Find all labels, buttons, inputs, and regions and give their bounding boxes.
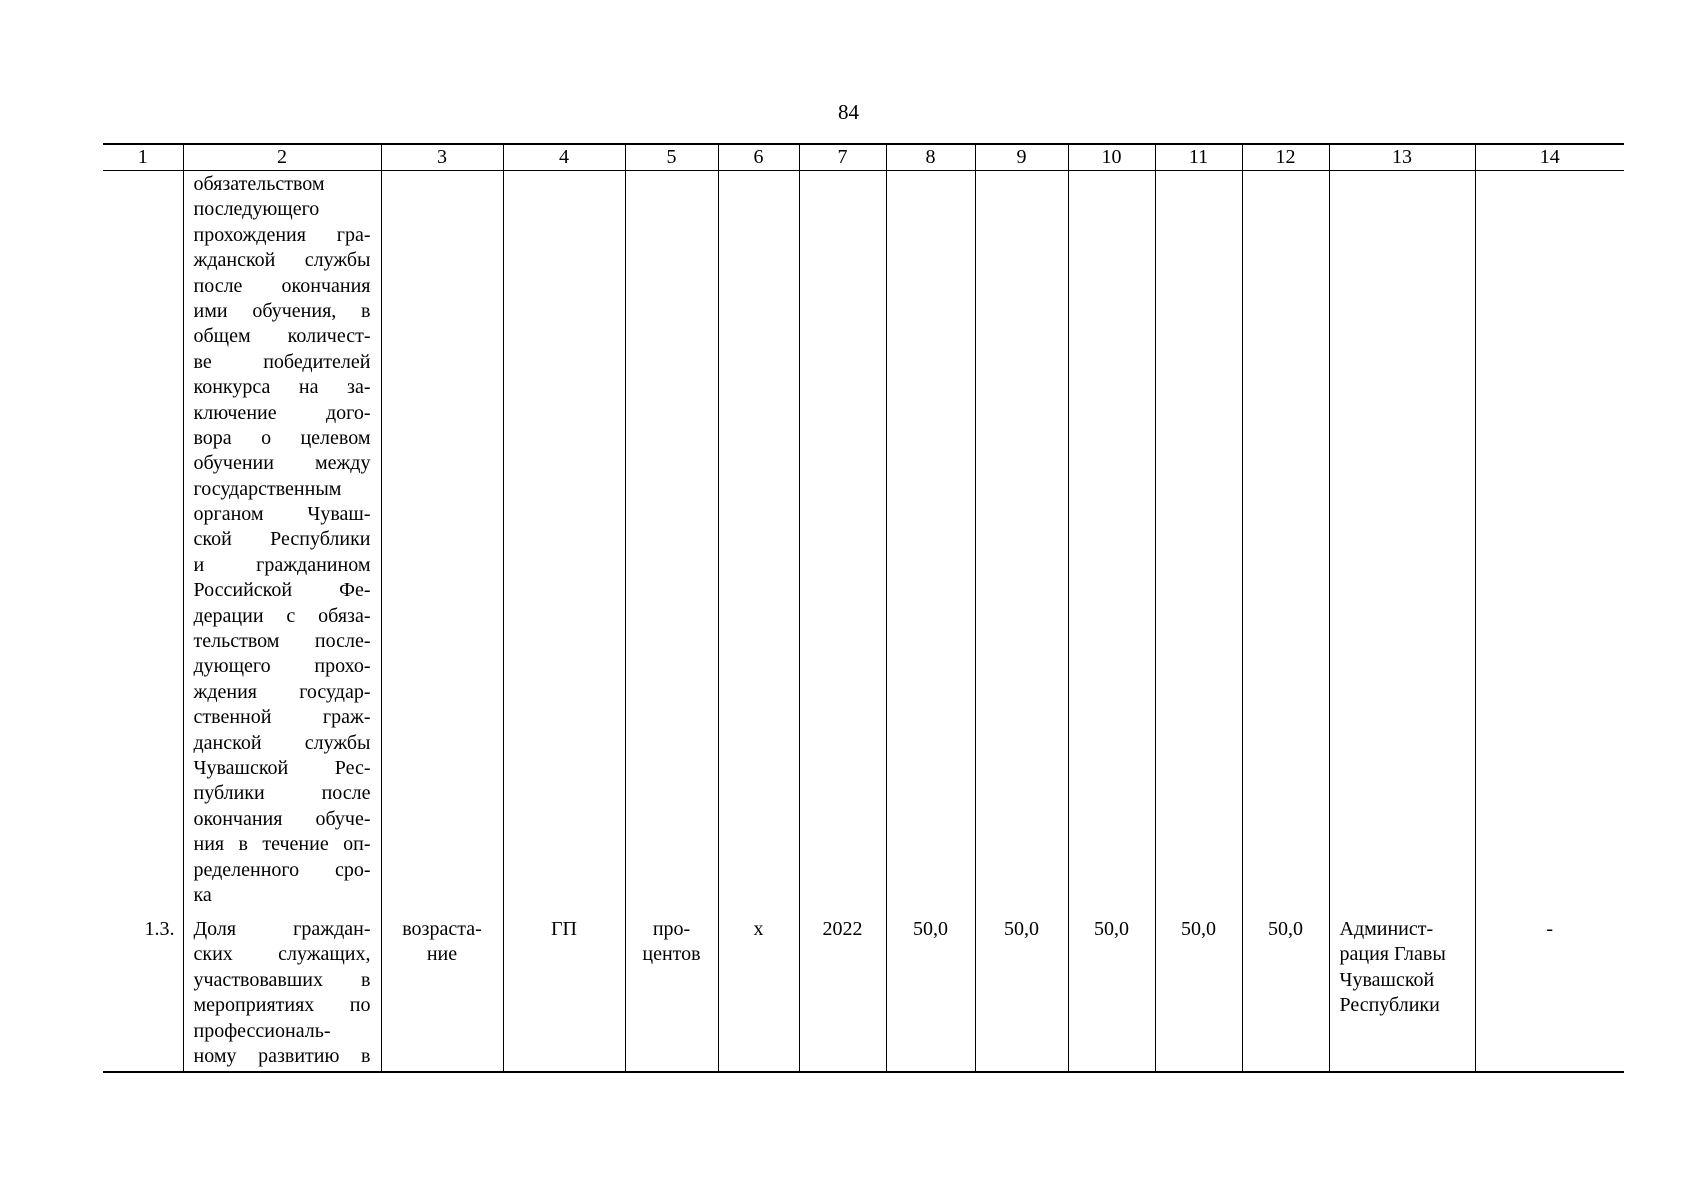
responsible-line: рация Главы <box>1339 943 1446 966</box>
description-line: жданской службы <box>193 249 371 272</box>
column-number: 10 <box>1068 144 1155 171</box>
description-line: Чувашской Рес- <box>193 756 371 779</box>
column-number: 4 <box>503 144 625 171</box>
base-year-cell: 2022 <box>799 916 886 1072</box>
indicators-table <box>103 143 1624 1073</box>
description-line: после окончания <box>193 274 371 297</box>
direction-cell <box>381 916 503 1072</box>
description-line: ственной граж- <box>193 706 371 729</box>
description-line: тельством после- <box>193 630 371 653</box>
description-line: Доля граждан- <box>193 918 371 940</box>
column-number: 8 <box>886 144 975 171</box>
description-line: и гражданином <box>193 553 371 576</box>
column-number: 5 <box>625 144 718 171</box>
source-cell: ГП <box>503 916 625 1072</box>
row-number-cell: 1.3. <box>103 916 183 1072</box>
empty-cell <box>625 171 718 917</box>
description-line: ключение дого- <box>193 401 371 424</box>
description-line: органом Чуваш- <box>193 503 371 526</box>
value-cell-11: 50,0 <box>1155 916 1242 1072</box>
value-cell-12: 50,0 <box>1242 916 1329 1072</box>
description-line: дерации с обяза- <box>193 604 371 627</box>
unit-line: про- <box>652 918 691 940</box>
empty-cell <box>1155 171 1242 917</box>
description-line: ному развитию в <box>193 1044 371 1067</box>
empty-cell <box>799 171 886 917</box>
description-line: Российской Фе- <box>193 579 371 602</box>
description-line: прохождения гра- <box>193 223 371 246</box>
indicator-description-cell <box>183 916 381 1072</box>
description-line: участвовавших в <box>193 968 371 991</box>
description-line: дующего прохо- <box>193 655 371 678</box>
indicator-description-cell <box>183 171 381 917</box>
responsible-cell <box>1329 916 1475 1072</box>
empty-cell <box>718 171 799 917</box>
description-line: последующего <box>193 198 320 221</box>
column-number: 14 <box>1475 144 1624 171</box>
col6-cell: х <box>718 916 799 1072</box>
column-number: 11 <box>1155 144 1242 171</box>
description-line: ределенного сро- <box>193 858 371 881</box>
value-cell-10: 50,0 <box>1068 916 1155 1072</box>
column-number: 9 <box>975 144 1068 171</box>
description-line: ка <box>193 883 212 906</box>
table-row-1-3 <box>103 916 1624 1072</box>
direction-line: возраста- <box>402 918 482 940</box>
description-line: вора о целевом <box>193 426 371 449</box>
description-line: ве победителей <box>193 350 371 373</box>
empty-cell <box>886 171 975 917</box>
description-line: мероприятиях по <box>193 994 371 1017</box>
description-line: ждения государ- <box>193 680 371 703</box>
empty-cell <box>1068 171 1155 917</box>
empty-cell <box>1329 171 1475 917</box>
empty-cell <box>1242 171 1329 917</box>
table-row-continuation <box>103 171 1624 917</box>
description-line: государственным <box>193 477 342 500</box>
description-line: общем количест- <box>193 325 371 348</box>
responsible-line: Республики <box>1339 994 1440 1017</box>
unit-line: центов <box>642 943 701 966</box>
value-cell-9: 50,0 <box>975 916 1068 1072</box>
direction-line: ние <box>426 943 458 966</box>
empty-cell <box>381 171 503 917</box>
col14-cell: - <box>1475 916 1624 1072</box>
description-line: обязательством <box>193 173 325 195</box>
column-number: 13 <box>1329 144 1475 171</box>
description-line: окончания обуче- <box>193 807 371 830</box>
empty-cell <box>975 171 1068 917</box>
description-line: профессиональ- <box>193 1019 331 1042</box>
empty-cell <box>503 171 625 917</box>
column-numbers-row <box>103 144 1624 171</box>
column-number: 3 <box>381 144 503 171</box>
unit-cell <box>625 916 718 1072</box>
responsible-line: Админист- <box>1339 918 1434 940</box>
description-line: данской службы <box>193 731 371 754</box>
empty-cell <box>1475 171 1624 917</box>
column-number: 6 <box>718 144 799 171</box>
column-number: 12 <box>1242 144 1329 171</box>
description-line: ния в течение оп- <box>193 833 371 856</box>
description-line: конкурса на за- <box>193 376 371 399</box>
column-number: 2 <box>183 144 381 171</box>
column-number: 7 <box>799 144 886 171</box>
description-line: ими обучения, в <box>193 299 371 322</box>
description-line: ской Республики <box>193 528 371 551</box>
description-line: ских служащих, <box>193 943 371 966</box>
value-cell-8: 50,0 <box>886 916 975 1072</box>
number-cell <box>103 171 183 917</box>
description-line: публики после <box>193 782 371 805</box>
page-number: 84 <box>838 100 859 124</box>
description-line: обучении между <box>193 452 371 475</box>
column-number: 1 <box>103 144 183 171</box>
responsible-line: Чувашской <box>1339 968 1435 991</box>
